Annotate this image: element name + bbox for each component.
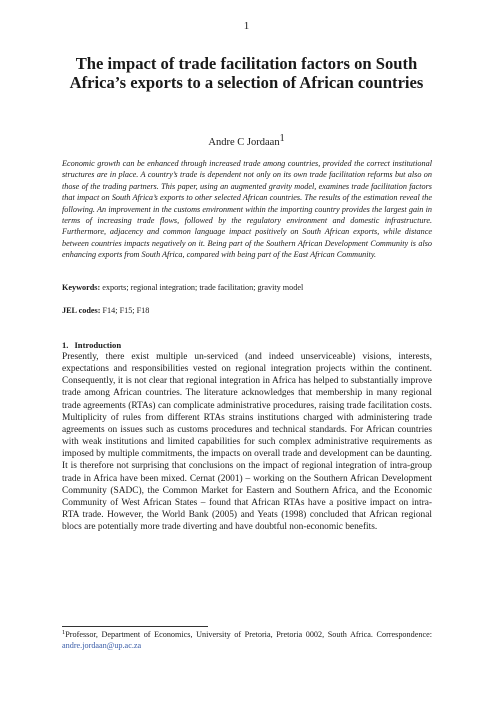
section-number: 1. [62,340,69,350]
author-line [0,133,493,148]
paper-title: The impact of trade facilitation factors on South Africa’s exports to a selection of African countries [69,54,424,92]
keywords-list: exports; regional integration; trade facilitation; gravity model [102,283,304,292]
jel-list: F14; F15; F18 [102,306,150,315]
body-paragraph: Presently, there exist multiple un-serviced (and indeed unserviceable) visions, interests, expectations and responsibilities vested on regional integration projects within the continent. Consequently, it is not clear that regional integration in Africa has helped to substantially improve trade among African countries. The literature acknowledges that membership in many regional trade agreements (RTAs) can complicate administrative procedures, raising trade facilitation costs. Multiplicity of rules from different RTAs strains institutions charged with administering trade agreements on issues such as customs procedures and technical standards. For African countries with weak institutions and limited capabilities for such complex administrative requirements as imposed by multiple commitments, the impacts on overall trade and development can be daunting. It is therefore not surprising that conclusions on the impact of regional integration of intra-group trade in Africa have been mixed. Cernat (2001) – working on the Southern African Development Community (SADC), the Common Market for Eastern and Southern Africa, and the Economic Community of West African States – found that African RTAs have a positive impact on intra-RTA trade. However, the World Bank (2005) and Yeats (1998) concluded that African regional blocs are potentially more trade diverting and have doubtful non-economic benefits. [62,352,432,533]
page-number: 1 [243,20,250,32]
abstract: Economic growth can be enhanced through increased trade among countries, provided the correct institutional structures are in place. A country’s trade is dependent not only on its own trade facilitation reforms but also on those of the trading partners. This paper, using an augmented gravity model, examines trade facilitation factors that impact on South Africa’s exports to other selected African countries. The results of the estimation reveal the following. An improvement in the customs environment within the importing country provides the largest gain in terms of increasing trade flows, followed by the regulatory environment and domestic infrastructure. Furthermore, adjacency and common language impact positively on South African exports, while distance between countries impacts negatively on it. Being part of the Southern African Development Community is also enhancing exports from South Africa, compared with being part of the East African Community. [62,159,432,260]
section-title: Introduction [74,340,122,350]
keywords-label: Keywords: [62,283,101,292]
keywords [62,282,432,293]
footnote-text: Professor, Department of Economics, University of Pretoria, Pretoria 0002, South Africa. Correspondence: [65,630,432,639]
footnote [62,630,432,651]
footnote-divider [62,626,208,627]
jel-codes [62,305,432,316]
footnote-email-link[interactable]: andre.jordaan@up.ac.za [62,640,142,650]
section-heading [62,340,121,350]
author-name: Andre C Jordaan [208,137,280,148]
author-footnote-marker[interactable]: 1 [279,133,285,144]
jel-label: JEL codes: [62,306,101,315]
footnote-marker: 1 [62,629,66,636]
